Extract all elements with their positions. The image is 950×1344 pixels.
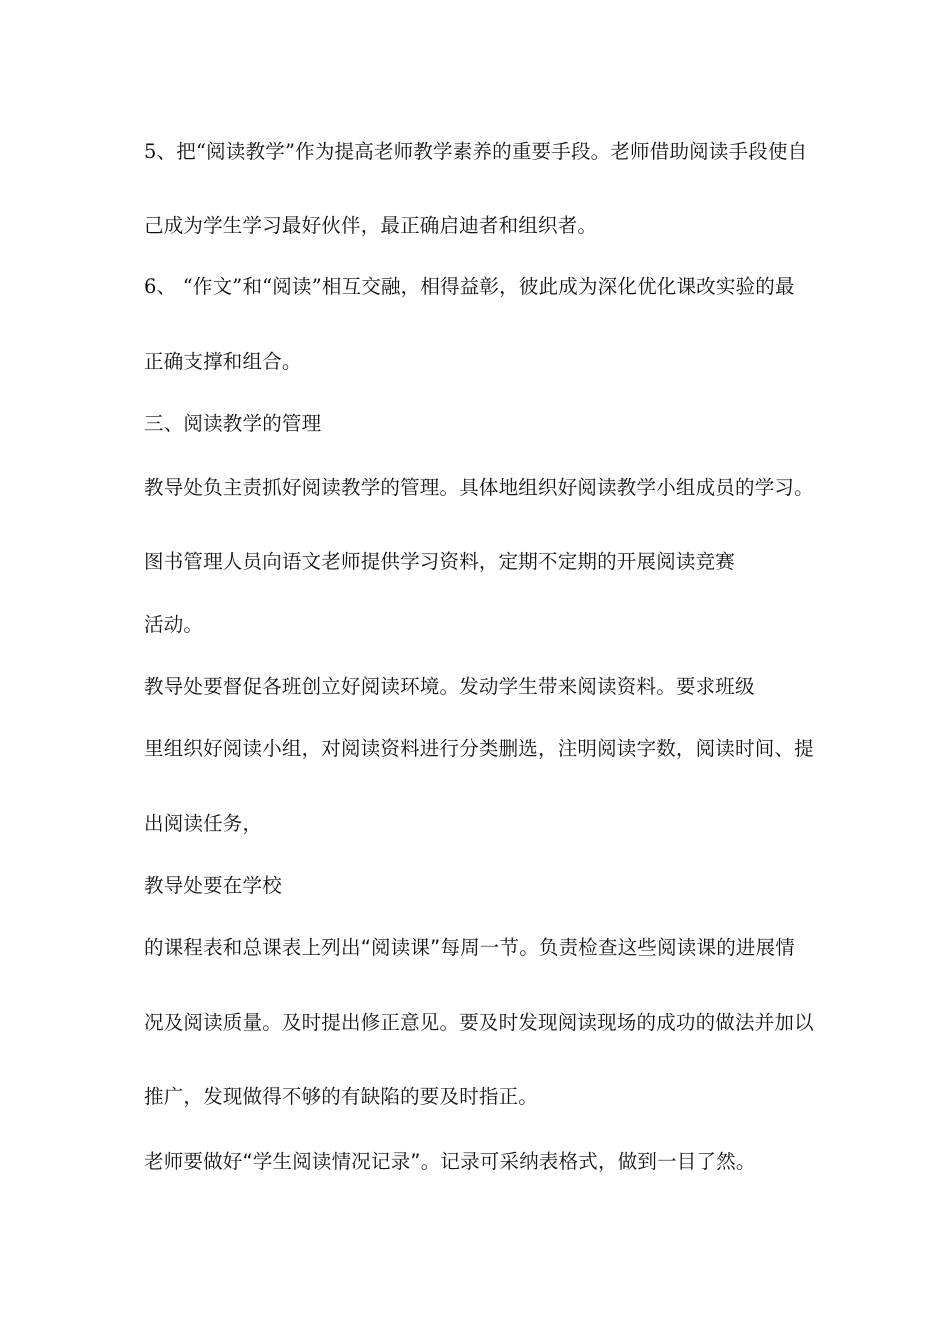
text-line: 图书管理人员向语文老师提供学习资料，定期不定期的开展阅读竞赛 [144, 550, 736, 573]
text-line: 出阅读任务， [144, 812, 263, 835]
section-heading: 三、阅读教学的管理 [144, 412, 322, 435]
text-line: 老师要做好“学生阅读情况记录”。记录可采纳表格式，做到一目了然。 [144, 1150, 756, 1173]
text-line: 6、 “作文”和“阅读”相互交融，相得益彰，彼此成为深化优化课改实验的最 [144, 275, 795, 298]
text-line: 教导处要督促各班创立好阅读环境。发动学生带来阅读资料。要求班级 [144, 675, 755, 698]
text-line: 教导处要在学校 [144, 874, 282, 897]
text-line: 活动。 [144, 613, 204, 636]
text-line: 正确支撑和组合。 [144, 350, 302, 373]
text-line: 况及阅读质量。及时提出修正意见。要及时发现阅读现场的成功的做法并加以 [144, 1011, 814, 1034]
text-line: 5、把“阅读教学”作为提高老师教学素养的重要手段。老师借助阅读手段使自 [144, 140, 808, 163]
text-line: 推广，发现做得不够的有缺陷的要及时指正。 [144, 1085, 539, 1108]
text-line: 里组织好阅读小组，对阅读资料进行分类删选，注明阅读字数，阅读时间、提 [144, 737, 814, 760]
text-line: 己成为学生学习最好伙伴，最正确启迪者和组织者。 [144, 214, 598, 237]
text-line: 的课程表和总课表上列出“阅读课”每周一节。负责检查这些阅读课的进展情 [144, 936, 796, 959]
text-line: 教导处负主责抓好阅读教学的管理。具体地组织好阅读教学小组成员的学习。 [144, 476, 814, 499]
